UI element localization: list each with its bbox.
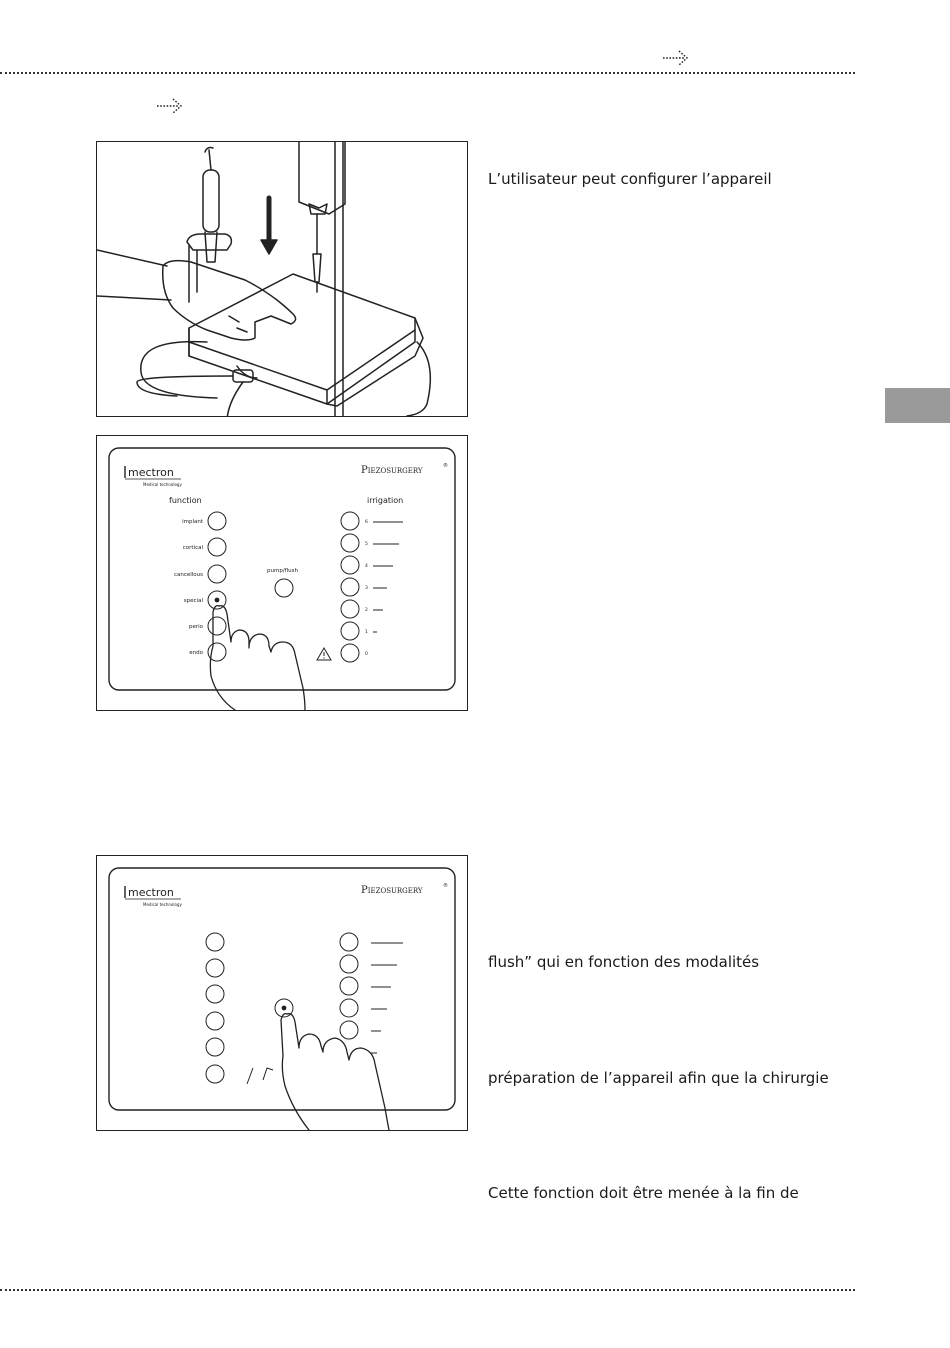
control-panel-pump-illustration	[97, 856, 467, 1130]
brand-logo: mectron	[128, 886, 174, 899]
irrigation-level-label: 3	[365, 586, 368, 591]
function-label: endo	[189, 650, 203, 656]
irrigation-level-label: 6	[365, 520, 368, 525]
irrigation-bars	[373, 522, 403, 632]
function-button[interactable]	[208, 565, 226, 583]
brand-subtitle: Medical technology	[143, 482, 182, 487]
irrigation-button[interactable]	[341, 578, 359, 596]
irrigation-button[interactable]	[341, 556, 359, 574]
chapter-tab	[885, 388, 950, 423]
irrigation-button[interactable]	[340, 999, 358, 1017]
header-rule	[0, 72, 855, 74]
irrigation-level-label: 2	[365, 608, 368, 613]
irrigation-button[interactable]	[341, 644, 359, 662]
control-panel-illustration	[97, 436, 467, 710]
function-button[interactable]	[206, 1038, 224, 1056]
figure-footswitch	[96, 141, 468, 417]
hand-pressing-footswitch-illustration	[97, 142, 467, 416]
handpiece-icon	[247, 1068, 273, 1084]
irrigation-button[interactable]	[340, 933, 358, 951]
paragraph-text: préparation de l’appareil afin que la chirurgie	[488, 1069, 829, 1087]
irrigation-button[interactable]	[340, 977, 358, 995]
function-label: implant	[182, 519, 203, 525]
paragraph-text: Cette fonction doit être menée à la fin de	[488, 1184, 799, 1202]
irrigation-button[interactable]	[341, 622, 359, 640]
irrigation-level-label: 5	[365, 542, 368, 547]
function-button[interactable]	[206, 959, 224, 977]
figure-control-panel-pump	[96, 855, 468, 1131]
irrigation-bars	[371, 943, 403, 1053]
selected-indicator	[215, 598, 220, 603]
brand-subtitle: Medical technology	[143, 902, 182, 907]
product-logo: Piezosurgery	[361, 885, 423, 896]
function-button[interactable]	[206, 1012, 224, 1030]
pump-flush-button[interactable]	[275, 579, 293, 597]
figure-control-panel	[96, 435, 468, 711]
pump-flush-label: pump/flush	[267, 568, 298, 574]
function-button[interactable]	[208, 617, 226, 635]
paragraph-text: flush” qui en fonction des modalités	[488, 953, 760, 971]
function-title: function	[169, 496, 202, 505]
irrigation-button[interactable]	[341, 512, 359, 530]
warning-icon	[317, 648, 331, 660]
function-label: cancellous	[173, 572, 203, 578]
selected-indicator	[282, 1006, 287, 1011]
product-mark: ®	[443, 883, 448, 889]
footer-rule	[0, 1289, 855, 1291]
function-label: cortical	[182, 545, 203, 551]
function-button[interactable]	[206, 985, 224, 1003]
irrigation-button[interactable]	[341, 534, 359, 552]
irrigation-button[interactable]	[340, 1021, 358, 1039]
irrigation-button[interactable]	[341, 600, 359, 618]
product-mark: ®	[443, 463, 448, 469]
irrigation-button[interactable]	[340, 955, 358, 973]
product-logo: Piezosurgery	[361, 465, 423, 476]
paragraph-text: L’utilisateur peut configurer l’appareil	[488, 170, 772, 188]
dotted-arrow-icon	[156, 96, 186, 120]
irrigation-level-label: 4	[365, 564, 368, 569]
brand-logo: mectron	[128, 466, 174, 479]
function-label: special	[183, 598, 203, 604]
function-button[interactable]	[208, 538, 226, 556]
function-button[interactable]	[206, 1065, 224, 1083]
irrigation-level-label: 1	[365, 630, 368, 635]
function-button[interactable]	[206, 933, 224, 951]
irrigation-level-label: 0	[365, 652, 368, 657]
function-button[interactable]	[208, 512, 226, 530]
dotted-arrow-icon	[662, 48, 692, 72]
irrigation-title: irrigation	[367, 496, 404, 505]
function-label: perio	[188, 624, 203, 630]
